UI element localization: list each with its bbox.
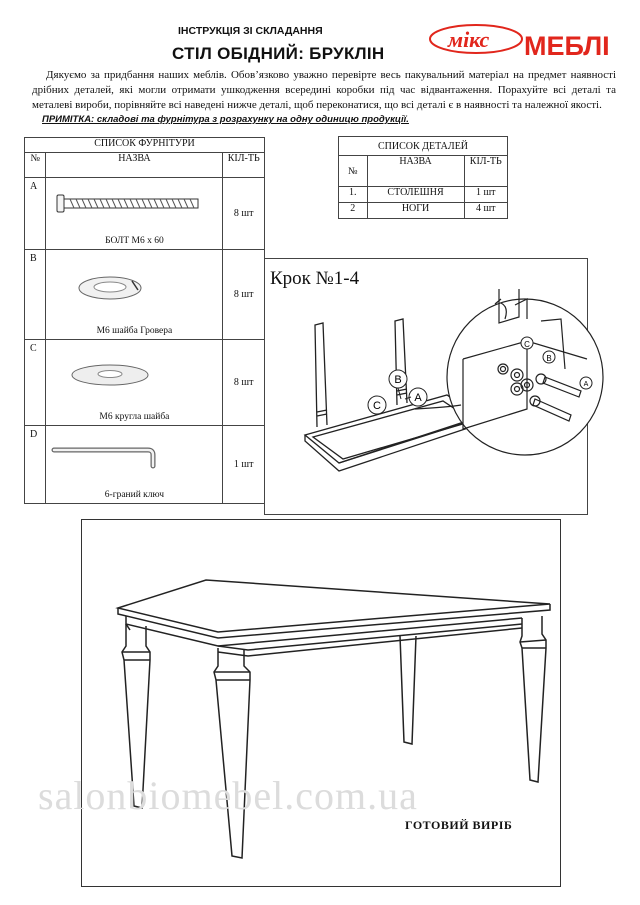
hardware-col-no: №	[25, 153, 46, 178]
callout-c: C	[373, 400, 381, 412]
parts-col-qty: КІЛ-ТЬ	[464, 156, 507, 187]
product-title: СТІЛ ОБІДНИЙ: БРУКЛІН	[172, 44, 385, 63]
table-row	[25, 340, 265, 426]
note: ПРИМІТКА: складові та фурнітура з розрахунку на одну одиницю продукції.	[42, 114, 409, 125]
hardware-caption: М6 кругла шайба	[99, 412, 170, 422]
parts-table-title: СПИСОК ДЕТАЛЕЙ	[339, 137, 508, 156]
part-no: 2	[339, 203, 368, 219]
parts-col-no: №	[339, 156, 368, 187]
hardware-cell-flat-washer	[46, 340, 223, 426]
assembly-step-diagram	[264, 258, 588, 515]
spring-washer-icon	[46, 250, 222, 338]
hardware-col-name: НАЗВА	[46, 153, 223, 178]
table-row	[25, 426, 265, 504]
hardware-caption: 6-граний ключ	[104, 490, 165, 500]
table-row	[339, 203, 508, 219]
part-qty: 4 шт	[464, 203, 507, 219]
hardware-cell-spring-washer	[46, 250, 223, 340]
part-name: СТОЛЕШНЯ	[367, 187, 464, 203]
part-qty: 1 шт	[464, 187, 507, 203]
brand-logo	[428, 22, 618, 62]
hardware-id: B	[25, 250, 46, 340]
hardware-id: C	[25, 340, 46, 426]
part-no: 1.	[339, 187, 368, 203]
intro-paragraph: Дякуємо за придбання наших меблів. Обов’язково уважно перевірте весь пакувальний матеріал на предмет наявності дрібних деталей, які могли отримати ушкодження всередині коробки під час відвантаження. Порахуйте всі деталі та металеві вироби, порівняйте всі наведені нижче деталі, щоб переконатися, що всі деталі є в наявності та належної якості.	[32, 69, 616, 111]
parts-table	[338, 136, 508, 219]
hardware-caption: М6 шайба Гровера	[96, 326, 173, 336]
hardware-table-title: СПИСОК ФУРНІТУРИ	[25, 138, 265, 153]
hardware-col-qty: КІЛ-ТЬ	[223, 153, 265, 178]
hardware-qty: 8 шт	[223, 250, 265, 340]
instruction-heading: ІНСТРУКЦІЯ ЗІ СКЛАДАННЯ	[178, 25, 323, 37]
hardware-qty: 8 шт	[223, 340, 265, 426]
hardware-caption: БОЛТ М6 х 60	[105, 236, 164, 246]
hardware-qty: 1 шт	[223, 426, 265, 504]
hardware-id: A	[25, 178, 46, 250]
part-name: НОГИ	[367, 203, 464, 219]
watermark: salonbiomebel.com.ua	[38, 773, 418, 818]
detail-callout-a: A	[583, 381, 589, 388]
step-title: Крок №1-4	[270, 268, 360, 289]
hardware-table	[24, 137, 265, 504]
hardware-cell-bolt	[46, 178, 223, 250]
table-row	[339, 187, 508, 203]
hardware-id: D	[25, 426, 46, 504]
parts-col-name: НАЗВА	[367, 156, 464, 187]
callout-b: B	[394, 374, 402, 386]
table-row	[25, 250, 265, 340]
detail-callout-b: B	[546, 354, 552, 363]
hardware-qty: 8 шт	[223, 178, 265, 250]
detail-callout-c: C	[524, 340, 530, 349]
hardware-cell-hex-key	[46, 426, 223, 504]
logo-script: мікс	[448, 27, 490, 52]
callout-a: A	[414, 392, 422, 404]
finished-label: ГОТОВИЙ ВИРІБ	[405, 818, 513, 832]
logo-word: МЕБЛІ	[524, 31, 610, 61]
table-row	[25, 178, 265, 250]
